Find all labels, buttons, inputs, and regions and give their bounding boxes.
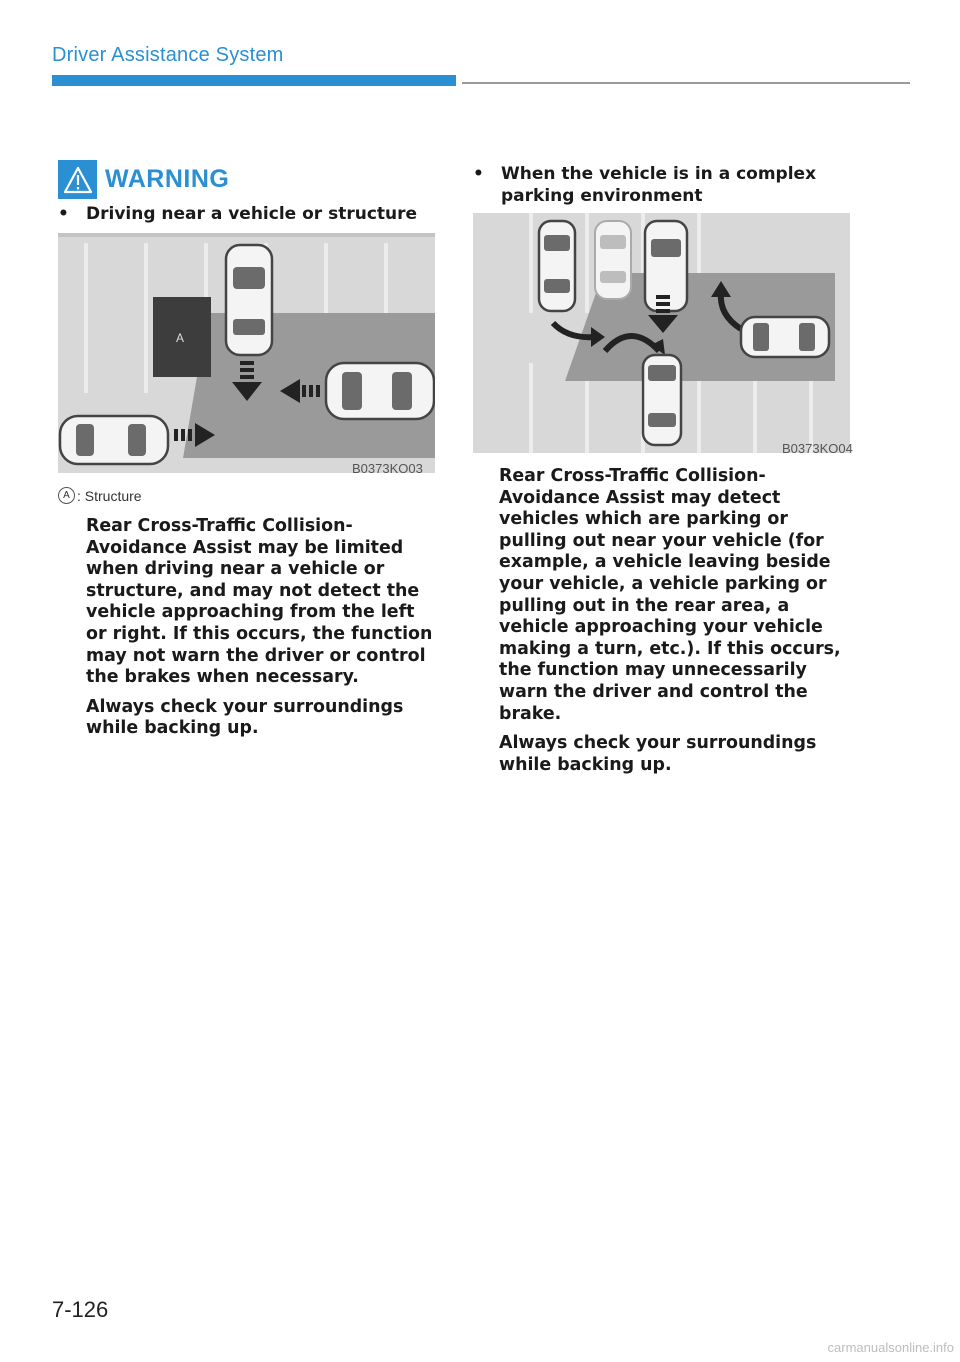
legend-text: : Structure xyxy=(77,487,142,504)
bullet-driving-near-structure xyxy=(58,203,438,225)
watermark-url[interactable]: carmanualsonline.info xyxy=(827,1340,954,1355)
structure-marker: A xyxy=(175,331,185,345)
page-number: 7-126 xyxy=(52,1297,109,1322)
bullet-dot: • xyxy=(58,204,69,224)
header-rule xyxy=(462,82,910,84)
section-title: Driver Assistance System xyxy=(52,44,284,66)
left-paragraph-1: Rear Cross-Traffic Collision-Avoidance Assist may be limited when driving near a vehicle or structure, and may not detect the vehicle approaching from the left or right. If this occurs, the function may not warn the driver or control the brakes when necessary. xyxy=(86,516,433,688)
figure-code-left: B0373KO03 xyxy=(352,461,423,476)
figure-structure-scene xyxy=(58,233,435,473)
warning-heading xyxy=(58,160,229,199)
figure-complex-parking-scene xyxy=(473,213,850,453)
figure-legend xyxy=(58,487,142,504)
left-body-text xyxy=(86,516,438,748)
bullet-complex-parking xyxy=(473,163,853,207)
figure-code-right: B0373KO04 xyxy=(782,441,853,456)
legend-marker: A xyxy=(58,487,75,504)
bullet-dot: • xyxy=(473,164,484,184)
warning-triangle-icon xyxy=(58,160,97,199)
left-paragraph-2: Always check your surroundings while backing up. xyxy=(86,696,404,739)
right-paragraph-2: Always check your surroundings while backing up. xyxy=(499,733,817,775)
warning-label: WARNING xyxy=(105,165,230,193)
bullet-text: Driving near a vehicle or structure xyxy=(86,204,418,224)
bullet-text: When the vehicle is in a complex parking environment xyxy=(501,164,817,206)
right-paragraph-1: Rear Cross-Traffic Collision-Avoidance Assist may detect vehicles which are parking or pulling out near your vehicle (for example, a vehicle leaving beside your vehicle, a vehicle parking or pulling out in the rear area, a vehicle approaching your vehicle making a turn, etc.). If this occurs, the function may unnecessarily warn the driver and control the brake. xyxy=(499,466,841,724)
right-body-text xyxy=(499,466,855,784)
header-accent-bar xyxy=(52,75,456,86)
